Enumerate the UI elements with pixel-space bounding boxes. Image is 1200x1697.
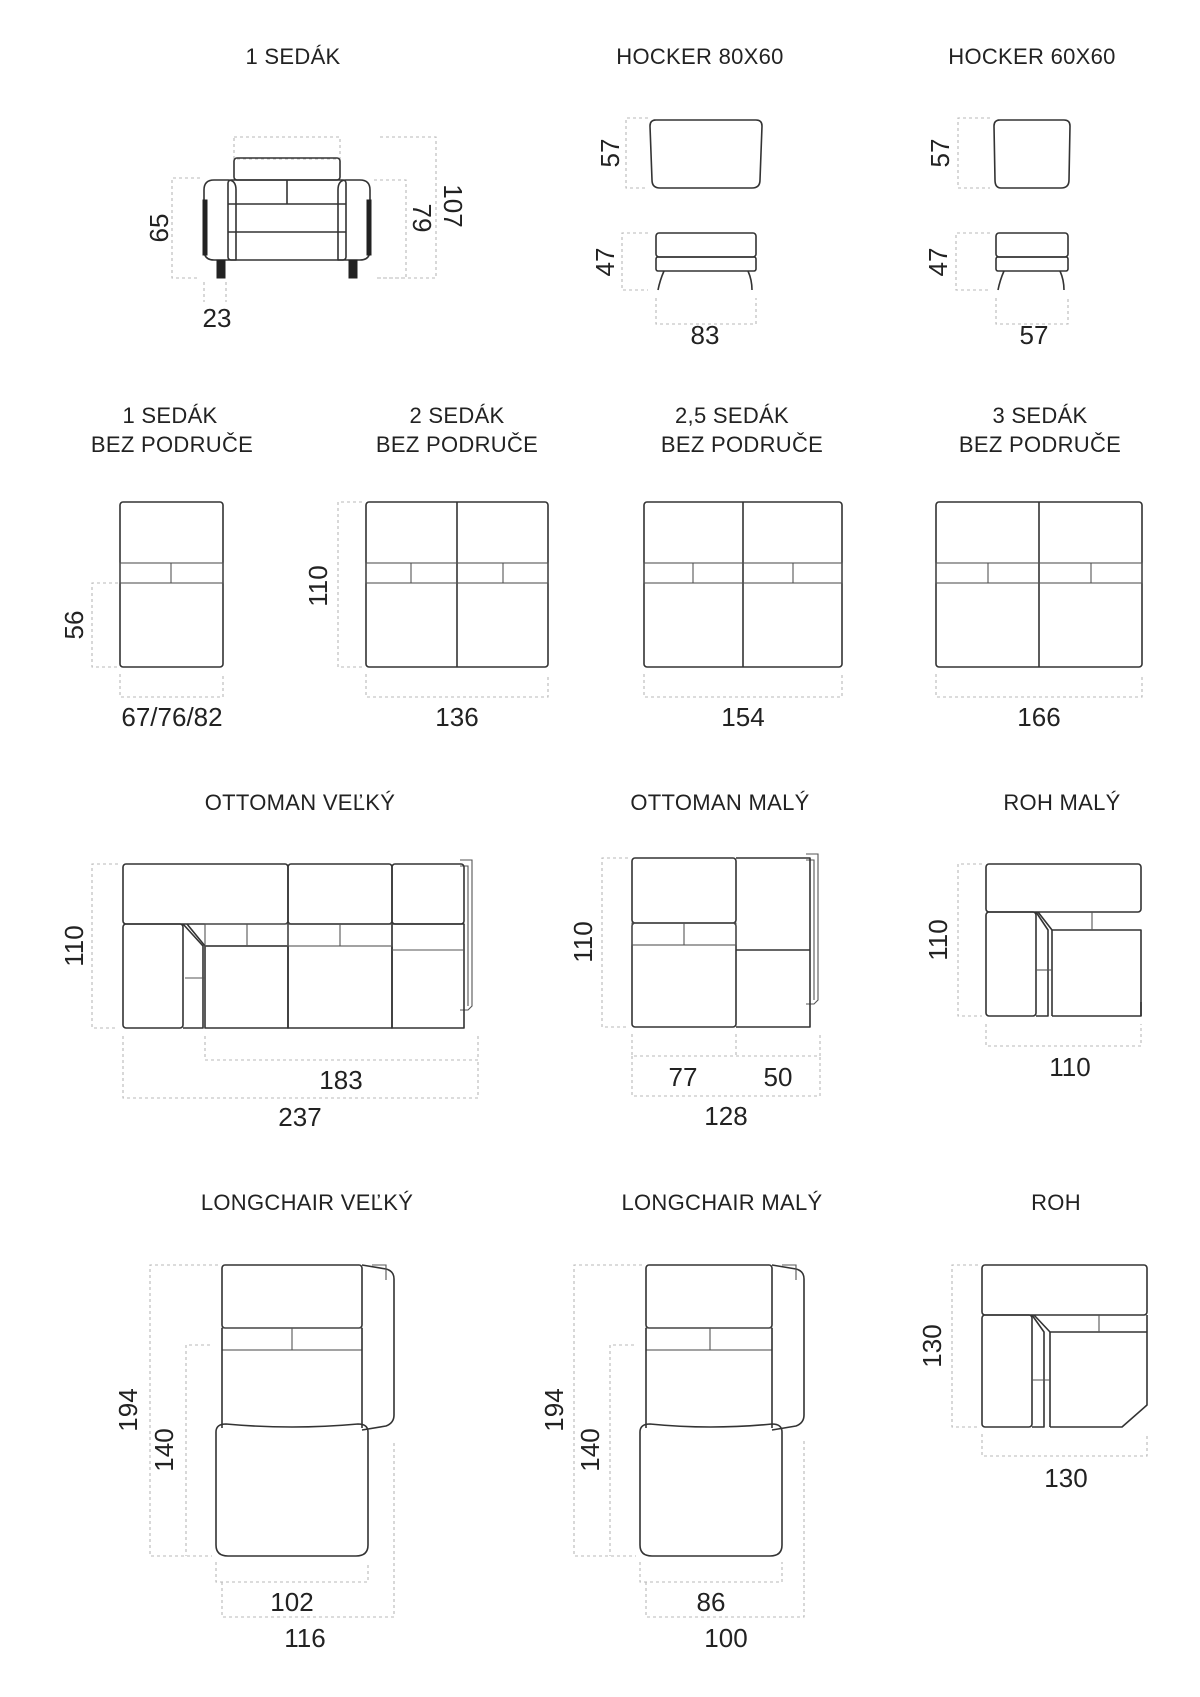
- module-title-line2: BEZ PODRUČE: [375, 432, 539, 457]
- dim-height-79: 79: [407, 203, 438, 233]
- dim-width-166: 166: [1017, 702, 1061, 732]
- module-ottoman-small: [568, 790, 820, 1131]
- dim-width-83: 83: [690, 320, 720, 350]
- module-title: OTTOMAN VEĽKÝ: [204, 790, 396, 815]
- module-title: LONGCHAIR VEĽKÝ: [200, 1190, 414, 1215]
- dim-width-130: 130: [1044, 1463, 1088, 1493]
- dim-width-128: 128: [704, 1101, 748, 1131]
- corner-drawing: [982, 1265, 1147, 1427]
- dim-length-194: 194: [538, 1388, 569, 1432]
- armchair-dimensions: [144, 137, 468, 333]
- module-longchair-small: [539, 1190, 823, 1653]
- module-hocker-60x60: [923, 44, 1116, 350]
- dim-width-154: 154: [721, 702, 765, 732]
- dim-depth-56: 56: [58, 610, 89, 640]
- module-corner: [917, 1190, 1147, 1493]
- module-title: 1 SEDÁK: [245, 44, 341, 69]
- module-title: HOCKER 60X60: [948, 44, 1116, 69]
- dim-height-107: 107: [438, 184, 469, 228]
- module-title: LONGCHAIR MALÝ: [621, 1190, 823, 1215]
- module-title-line1: 3 SEDÁK: [992, 403, 1088, 428]
- dim-length-140: 140: [574, 1428, 605, 1472]
- dim-width-50: 50: [763, 1062, 793, 1092]
- dim-width-183: 183: [319, 1065, 363, 1095]
- dim-depth-130: 130: [916, 1324, 947, 1368]
- dim-depth-57: 57: [924, 138, 955, 168]
- dim-width-67-76-82: 67/76/82: [121, 702, 223, 732]
- module-title: HOCKER 80X60: [616, 44, 784, 69]
- dim-width-77: 77: [668, 1062, 698, 1092]
- dim-height-65: 65: [143, 213, 174, 243]
- dim-height-47: 47: [589, 247, 620, 277]
- dim-depth-110: 110: [58, 925, 89, 967]
- ottoman-large-drawing: [123, 860, 472, 1028]
- dim-depth-57: 57: [594, 138, 625, 168]
- longchair-large-drawing: [216, 1265, 394, 1556]
- dim-width-116: 116: [284, 1623, 326, 1653]
- module-corner-small: [923, 790, 1141, 1082]
- module-title: ROH MALÝ: [1003, 790, 1121, 815]
- dim-width-100: 100: [704, 1623, 748, 1653]
- dim-width-57: 57: [1019, 320, 1049, 350]
- module-title: ROH: [1031, 1190, 1081, 1215]
- module-seat1-no-armrest: [59, 403, 253, 732]
- armchair-drawing: [203, 137, 371, 278]
- module-title-line1: 2 SEDÁK: [409, 403, 505, 428]
- module-hocker-80x60: [590, 44, 784, 350]
- dim-height-47: 47: [922, 247, 953, 277]
- module-armchair: [144, 44, 468, 333]
- dim-depth-110: 110: [922, 919, 953, 961]
- longchair-small-drawing: [640, 1265, 804, 1556]
- dim-width-86: 86: [696, 1587, 726, 1617]
- module-title-line1: 2,5 SEDÁK: [675, 403, 789, 428]
- dim-width-110: 110: [1049, 1052, 1091, 1082]
- dim-width-237: 237: [278, 1102, 322, 1132]
- dim-length-194: 194: [112, 1388, 143, 1432]
- dim-width-102: 102: [270, 1587, 314, 1617]
- dim-depth-110: 110: [567, 921, 598, 963]
- dim-width-136: 136: [435, 702, 479, 732]
- dim-depth-110: 110: [302, 565, 333, 607]
- module-longchair-large: [113, 1190, 413, 1653]
- module-seat3-no-armrest: [936, 403, 1142, 732]
- module-seat25-no-armrest: [644, 403, 842, 732]
- dim-length-140: 140: [148, 1428, 179, 1472]
- module-seat2-no-armrest: [303, 403, 548, 732]
- dim-armrest-23: 23: [202, 303, 232, 333]
- module-ottoman-large: [59, 790, 478, 1132]
- module-title: OTTOMAN MALÝ: [630, 790, 810, 815]
- module-title-line2: BEZ PODRUČE: [660, 432, 824, 457]
- ottoman-small-drawing: [632, 854, 818, 1027]
- module-title-line1: 1 SEDÁK: [122, 403, 218, 428]
- corner-small-drawing: [986, 864, 1141, 1016]
- module-title-line2: BEZ PODRUČE: [958, 432, 1122, 457]
- module-title-line2: BEZ PODRUČE: [90, 432, 254, 457]
